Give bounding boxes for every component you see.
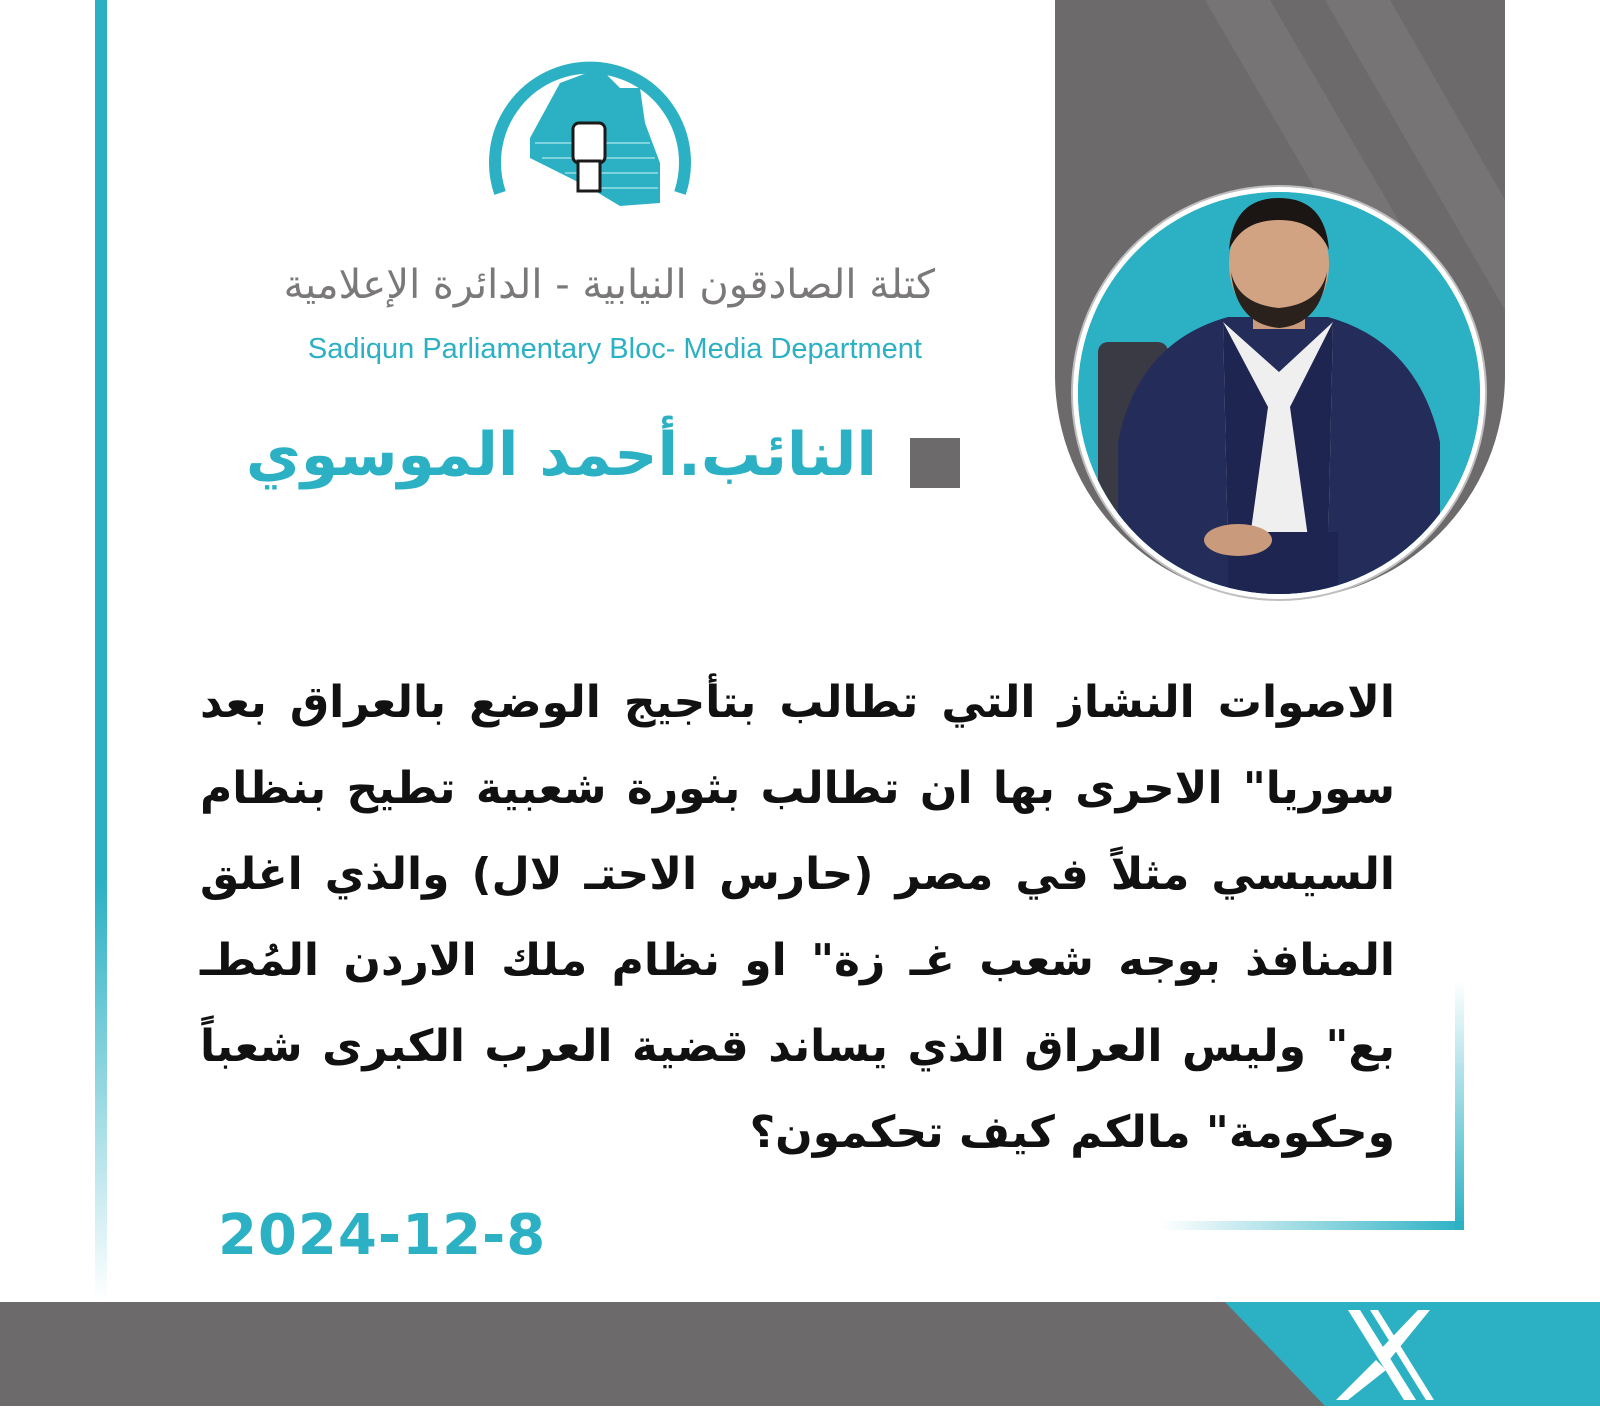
speaker-portrait xyxy=(1078,192,1480,594)
footer-bar xyxy=(0,1302,1600,1406)
frame-corner-horizontal xyxy=(1160,1221,1464,1230)
quote-text: الاصوات النشاز التي تطالب بتأجيج الوضع بالعراق بعد سوريا" الاحرى بها ان تطالب بثورة شعبية تطيح بنظام السيسي مثلاً في مصر (حارس الاحتـ لال) والذي اغلق المنافذ بوجه شعب غـ زة" او نظام ملك الاردن المُطـ بع" وليس العراق الذي يساند قضية العرب الكبرى شعباً وحكومة" مالكم كيف تحكمون؟ xyxy=(200,677,1395,1158)
post-date: 2024-12-8 xyxy=(218,1203,547,1268)
left-accent-bar xyxy=(95,0,107,1300)
speaker-name: النائب.أحمد الموسوي xyxy=(245,420,877,490)
org-name-arabic: كتلة الصادقون النيابية - الدائرة الإعلامية xyxy=(283,262,935,308)
org-name-english: Sadiqun Parliamentary Bloc- Media Department xyxy=(307,333,922,365)
title-marker xyxy=(910,438,960,488)
frame-corner-vertical xyxy=(1455,980,1464,1230)
sadiqun-logo xyxy=(470,28,710,248)
